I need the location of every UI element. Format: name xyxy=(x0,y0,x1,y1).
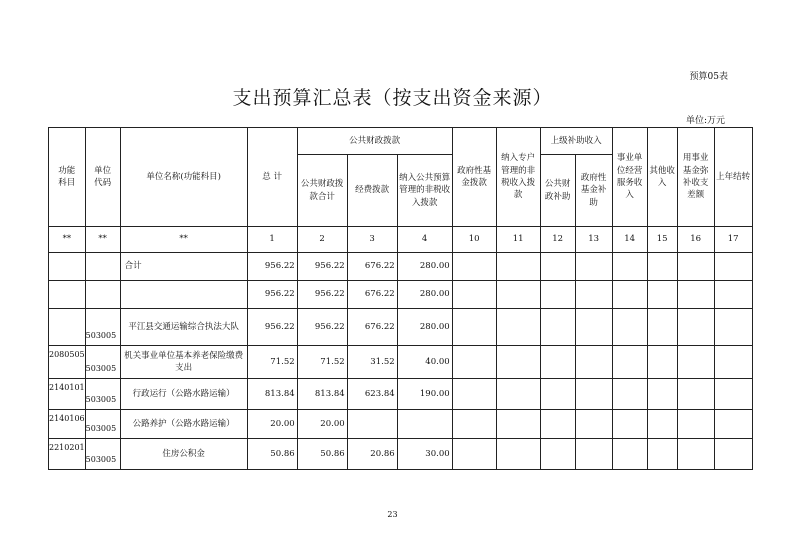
total-cell: 50.86 xyxy=(247,439,297,470)
empty-cell xyxy=(647,410,677,439)
empty-cell xyxy=(452,309,496,346)
empty-cell xyxy=(540,346,575,379)
form-id: 预算05表 xyxy=(689,72,728,82)
funding-cell xyxy=(347,410,397,439)
unit-code-cell: 503005 xyxy=(85,439,120,470)
non-tax-cell: 280.00 xyxy=(397,281,452,309)
empty-cell xyxy=(496,309,540,346)
index-cell: ** xyxy=(85,227,120,253)
col-other-income: 其他收入 xyxy=(647,128,677,227)
col-total: 总 计 xyxy=(247,128,297,227)
index-cell: 1 xyxy=(247,227,297,253)
col-unit-name: 单位名称(功能科目) xyxy=(120,128,247,227)
func-code-cell: 2140101 xyxy=(49,379,86,410)
page-number: 23 xyxy=(387,510,398,519)
empty-cell xyxy=(496,281,540,309)
funding-cell: 20.86 xyxy=(347,439,397,470)
index-cell: 14 xyxy=(612,227,647,253)
col-fund-balance: 用事业基金弥补收支差额 xyxy=(677,128,714,227)
empty-cell xyxy=(452,253,496,281)
unit-code-cell: 503005 xyxy=(85,410,120,439)
empty-cell xyxy=(714,309,752,346)
empty-cell xyxy=(612,439,647,470)
public-fiscal-total-cell: 20.00 xyxy=(297,410,347,439)
empty-cell xyxy=(575,253,612,281)
empty-cell xyxy=(714,379,752,410)
empty-cell xyxy=(677,309,714,346)
empty-cell xyxy=(575,410,612,439)
unit-label: 单位:万元 xyxy=(685,116,725,126)
empty-cell xyxy=(452,346,496,379)
empty-cell xyxy=(647,281,677,309)
non-tax-cell: 280.00 xyxy=(397,309,452,346)
total-cell: 956.22 xyxy=(247,253,297,281)
public-fiscal-total-cell: 956.22 xyxy=(297,281,347,309)
func-code-cell: 2140106 xyxy=(49,410,86,439)
unit-name-cell: 机关事业单位基本养老保险缴费支出 xyxy=(120,346,247,379)
index-cell: 11 xyxy=(496,227,540,253)
index-cell: 16 xyxy=(677,227,714,253)
empty-cell xyxy=(575,281,612,309)
empty-cell xyxy=(575,439,612,470)
empty-cell xyxy=(575,346,612,379)
index-cell: ** xyxy=(120,227,247,253)
unit-code-cell: 503005 xyxy=(85,346,120,379)
empty-cell xyxy=(612,346,647,379)
table-row xyxy=(49,379,753,410)
table-row xyxy=(49,309,753,346)
funding-cell: 676.22 xyxy=(347,253,397,281)
col-unit-code: 单位代码 xyxy=(85,128,120,227)
empty-cell xyxy=(540,253,575,281)
total-cell: 813.84 xyxy=(247,379,297,410)
func-code-cell xyxy=(49,253,86,281)
total-cell: 20.00 xyxy=(247,410,297,439)
index-cell: 10 xyxy=(452,227,496,253)
col-public-fiscal-total: 公共财政拨款合计 xyxy=(297,155,347,227)
index-cell: 4 xyxy=(397,227,452,253)
public-fiscal-total-cell: 956.22 xyxy=(297,253,347,281)
empty-cell xyxy=(612,410,647,439)
unit-code-cell xyxy=(85,253,120,281)
non-tax-cell: 280.00 xyxy=(397,253,452,281)
empty-cell xyxy=(714,253,752,281)
empty-cell xyxy=(575,309,612,346)
unit-code-cell: 503005 xyxy=(85,309,120,346)
col-gov-fund: 政府性基金拨款 xyxy=(452,128,496,227)
index-cell: ** xyxy=(49,227,86,253)
index-cell: 15 xyxy=(647,227,677,253)
index-cell: 2 xyxy=(297,227,347,253)
empty-cell xyxy=(647,346,677,379)
funding-cell: 31.52 xyxy=(347,346,397,379)
funding-cell: 676.22 xyxy=(347,281,397,309)
empty-cell xyxy=(612,309,647,346)
table-row xyxy=(49,439,753,470)
index-cell: 17 xyxy=(714,227,752,253)
non-tax-cell: 190.00 xyxy=(397,379,452,410)
budget-table xyxy=(48,127,753,470)
empty-cell xyxy=(496,346,540,379)
public-fiscal-total-cell: 956.22 xyxy=(297,309,347,346)
page-title: 支出预算汇总表（按支出资金来源） xyxy=(232,87,553,109)
col-special-non-tax: 纳入公共预算管理的非税收入拨款 xyxy=(397,155,452,227)
func-code-cell xyxy=(49,309,86,346)
total-cell: 956.22 xyxy=(247,309,297,346)
unit-name-cell: 合计 xyxy=(120,253,247,281)
empty-cell xyxy=(612,253,647,281)
index-cell: 12 xyxy=(540,227,575,253)
unit-code-cell: 503005 xyxy=(85,379,120,410)
empty-cell xyxy=(677,253,714,281)
empty-cell xyxy=(647,439,677,470)
empty-cell xyxy=(575,379,612,410)
empty-cell xyxy=(714,346,752,379)
table-row xyxy=(49,281,753,309)
empty-cell xyxy=(452,439,496,470)
func-code-cell: 2080505 xyxy=(49,346,86,379)
empty-cell xyxy=(677,379,714,410)
empty-cell xyxy=(540,309,575,346)
empty-cell xyxy=(677,410,714,439)
func-code-cell xyxy=(49,281,86,309)
empty-cell xyxy=(452,379,496,410)
empty-cell xyxy=(677,346,714,379)
public-fiscal-total-cell: 50.86 xyxy=(297,439,347,470)
unit-code-cell xyxy=(85,281,120,309)
empty-cell xyxy=(540,410,575,439)
empty-cell xyxy=(647,309,677,346)
empty-cell xyxy=(540,379,575,410)
funding-cell: 623.84 xyxy=(347,379,397,410)
public-fiscal-total-cell: 71.52 xyxy=(297,346,347,379)
empty-cell xyxy=(496,253,540,281)
func-code-cell: 2210201 xyxy=(49,439,86,470)
non-tax-cell: 30.00 xyxy=(397,439,452,470)
empty-cell xyxy=(677,281,714,309)
empty-cell xyxy=(452,281,496,309)
public-fiscal-total-cell: 813.84 xyxy=(297,379,347,410)
col-special-account: 纳入专户管理的非税收入拨款 xyxy=(496,128,540,227)
empty-cell xyxy=(647,253,677,281)
non-tax-cell: 40.00 xyxy=(397,346,452,379)
col-func-code: 功能科目 xyxy=(49,128,86,227)
col-group-superior-subsidy: 上级补助收入 xyxy=(540,128,612,155)
empty-cell xyxy=(714,410,752,439)
col-funding-allocation: 经费拨款 xyxy=(347,155,397,227)
index-cell: 3 xyxy=(347,227,397,253)
col-group-public-fiscal: 公共财政拨款 xyxy=(297,128,452,155)
empty-cell xyxy=(496,439,540,470)
empty-cell xyxy=(714,281,752,309)
empty-cell xyxy=(612,281,647,309)
unit-name-cell: 行政运行（公路水路运输） xyxy=(120,379,247,410)
unit-name-cell: 公路养护（公路水路运输） xyxy=(120,410,247,439)
unit-name-cell: 平江县交通运输综合执法大队 xyxy=(120,309,247,346)
total-cell: 71.52 xyxy=(247,346,297,379)
empty-cell xyxy=(540,281,575,309)
table-row xyxy=(49,346,753,379)
empty-cell xyxy=(496,410,540,439)
empty-cell xyxy=(714,439,752,470)
empty-cell xyxy=(647,379,677,410)
empty-cell xyxy=(540,439,575,470)
table-row xyxy=(49,410,753,439)
index-row xyxy=(49,227,753,253)
col-business-income: 事业单位经营服务收入 xyxy=(612,128,647,227)
col-public-fiscal-subsidy: 公共财政补助 xyxy=(540,155,575,227)
empty-cell xyxy=(612,379,647,410)
funding-cell: 676.22 xyxy=(347,309,397,346)
non-tax-cell xyxy=(397,410,452,439)
col-carryover: 上年结转 xyxy=(714,128,752,227)
unit-name-cell: 住房公积金 xyxy=(120,439,247,470)
unit-name-cell xyxy=(120,281,247,309)
total-cell: 956.22 xyxy=(247,281,297,309)
index-cell: 13 xyxy=(575,227,612,253)
empty-cell xyxy=(496,379,540,410)
col-gov-fund-subsidy: 政府性基金补助 xyxy=(575,155,612,227)
empty-cell xyxy=(452,410,496,439)
table-row xyxy=(49,253,753,281)
empty-cell xyxy=(677,439,714,470)
